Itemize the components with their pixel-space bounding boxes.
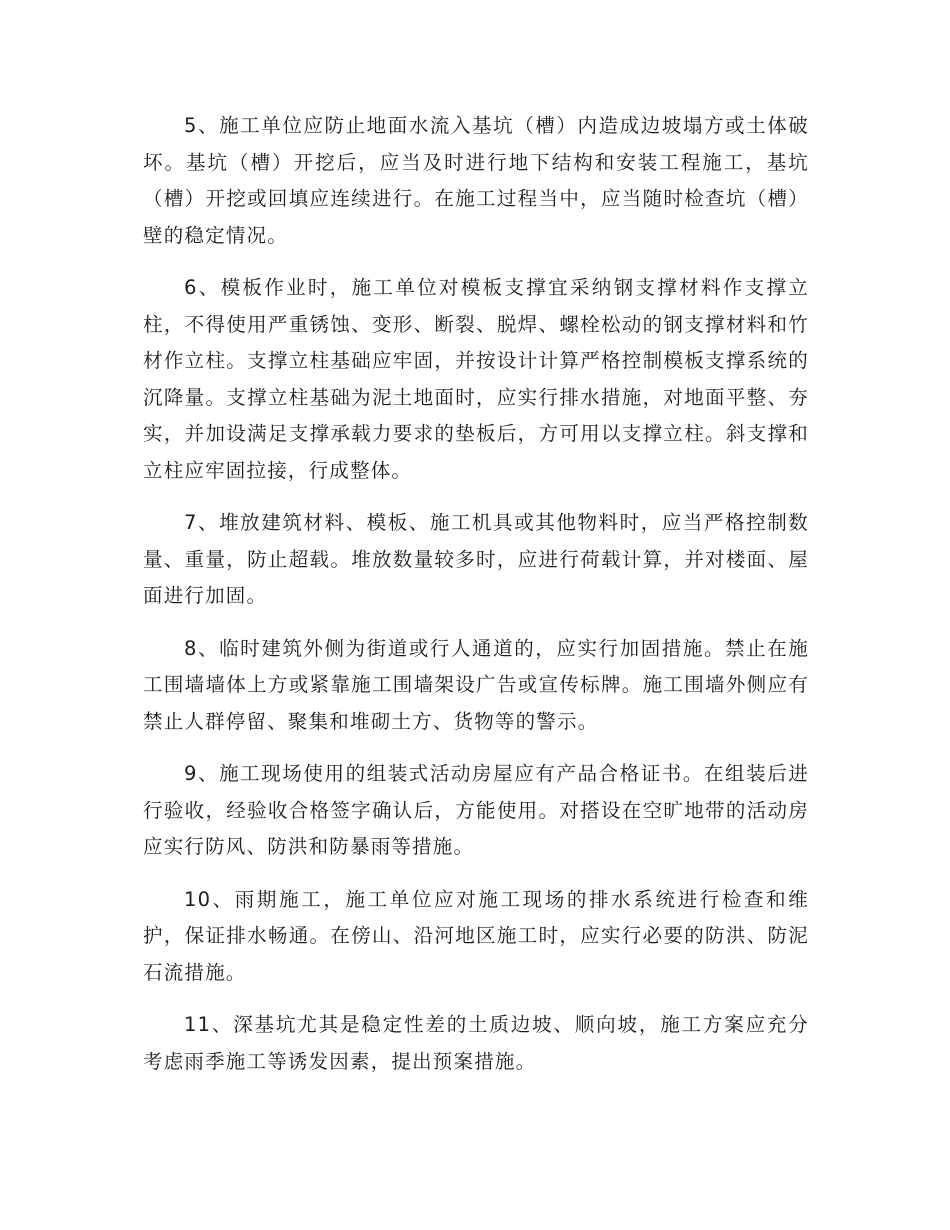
paragraph-item-5: 5、施工单位应防止地面水流入基坑（槽）内造成边坡塌方或土体破坏。基坑（槽）开挖后，应当及时进行地下结构和安装工程施工，基坑（槽）开挖或回填应连续进行。在施工过程当中，应当随时检查坑（槽）壁的稳定情况。 [143, 114, 809, 247]
document-body [143, 108, 809, 1096]
paragraph-item-8: 8、临时建筑外侧为街道或行人通道的，应实行加固措施。禁止在施工围墙墙体上方或紧靠施工围墙架设广告或宣传标牌。施工围墙外侧应有禁止人群停留、聚集和堆砌土方、货物等的警示。 [143, 636, 809, 733]
paragraph-item-10: 10、雨期施工，施工单位应对施工现场的排水系统进行检查和维护，保证排水畅通。在傍山、沿河地区施工时，应实行必要的防洪、防泥石流措施。 [143, 887, 809, 984]
paragraph-item-7: 7、堆放建筑材料、模板、施工机具或其他物料时，应当严格控制数量、重量，防止超载。堆放数量较多时，应进行荷载计算，并对楼面、屋面进行加固。 [143, 511, 809, 607]
paragraph-item-6: 6、模板作业时，施工单位对模板支撑宜采纳钢支撑材料作支撑立柱，不得使用严重锈蚀、变形、断裂、脱焊、螺栓松动的钢支撑材料和竹材作立柱。支撑立柱基础应牢固，并按设计计算严格控制模板支撑系统的沉降量。支撑立柱基础为泥土地面时，应实行排水措施，对地面平整、夯实，并加设满足支撑承载力要求的垫板后，方可用以支撑立柱。斜支撑和立柱应牢固拉接，行成整体。 [143, 276, 809, 482]
paragraph-item-11: 11、深基坑尤其是稳定性差的土质边坡、顺向坡，施工方案应充分考虑雨季施工等诱发因素，提出预案措施。 [143, 1013, 809, 1073]
paragraph-item-9: 9、施工现场使用的组装式活动房屋应有产品合格证书。在组装后进行验收，经验收合格签字确认后，方能使用。对搭设在空旷地带的活动房应实行防风、防洪和防暴雨等措施。 [143, 762, 809, 858]
